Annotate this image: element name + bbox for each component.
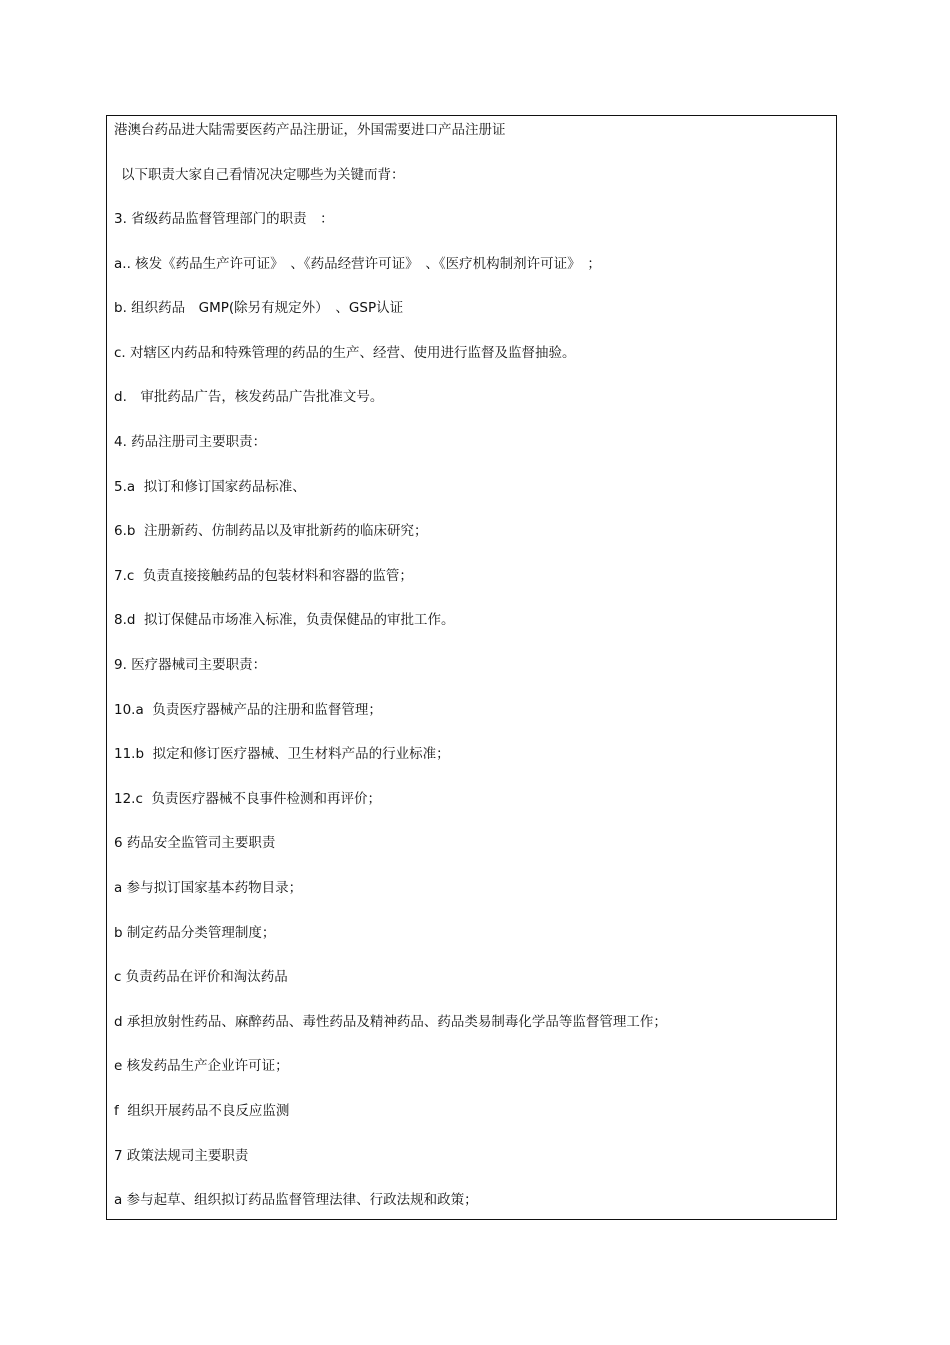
text-line-18: a 参与拟订国家基本药物目录； — [114, 880, 303, 896]
text-line-2: 以下职责大家自己看情况决定哪些为关键而背： — [121, 167, 405, 183]
text-line-8: 4. 药品注册司主要职责： — [114, 434, 267, 450]
text-line-24: 7 政策法规司主要职责 — [114, 1148, 249, 1164]
text-line-7: d. 审批药品广告，核发药品广告批准文号。 — [114, 389, 384, 405]
text-line-13: 9. 医疗器械司主要职责： — [114, 657, 267, 673]
text-line-9: 5.a 拟订和修订国家药品标准、 — [114, 479, 306, 495]
text-line-23: f 组织开展药品不良反应监测 — [114, 1103, 290, 1119]
text-line-19: b 制定药品分类管理制度； — [114, 925, 276, 941]
text-line-16: 12.c 负责医疗器械不良事件检测和再评价； — [114, 791, 381, 807]
text-line-6: c. 对辖区内药品和特殊管理的药品的生产、经营、使用进行监督及监督抽验。 — [114, 345, 576, 361]
text-line-5: b. 组织药品 GMP(除另有规定外） 、GSP认证 — [114, 300, 404, 316]
text-line-15: 11.b 拟定和修订医疗器械、卫生材料产品的行业标准； — [114, 746, 450, 762]
text-line-1: 港澳台药品进大陆需要医药产品注册证，外国需要进口产品注册证 — [114, 122, 506, 138]
text-line-20: c 负责药品在评价和淘汰药品 — [114, 969, 288, 985]
text-line-22: e 核发药品生产企业许可证； — [114, 1058, 289, 1074]
text-line-17: 6 药品安全监管司主要职责 — [114, 835, 276, 851]
text-line-21: d 承担放射性药品、麻醉药品、毒性药品及精神药品、药品类易制毒化学品等监督管理工作； — [114, 1014, 667, 1030]
text-line-10: 6.b 注册新药、仿制药品以及审批新药的临床研究； — [114, 523, 428, 539]
text-line-4: a.. 核发《药品生产许可证》 、《药品经营许可证》 、《医疗机构制剂许可证》 ； — [114, 256, 601, 272]
document-frame — [106, 115, 837, 1220]
text-line-12: 8.d 拟订保健品市场准入标准，负责保健品的审批工作。 — [114, 612, 455, 628]
text-line-25: a 参与起草、组织拟订药品监督管理法律、行政法规和政策； — [114, 1192, 478, 1208]
text-line-3: 3. 省级药品监督管理部门的职责 ： — [114, 211, 334, 227]
text-line-11: 7.c 负责直接接触药品的包装材料和容器的监管； — [114, 568, 413, 584]
text-line-14: 10.a 负责医疗器械产品的注册和监督管理； — [114, 702, 382, 718]
